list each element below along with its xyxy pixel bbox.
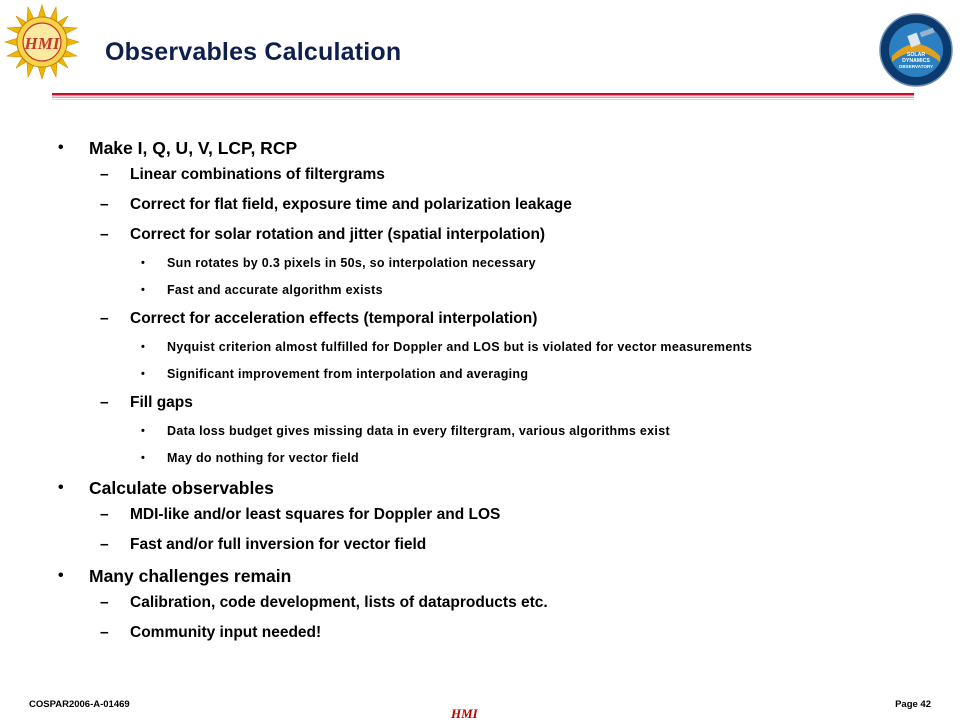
- bullet-marker: •: [141, 452, 146, 464]
- dash-marker: –: [100, 226, 109, 243]
- svg-text:DYNAMICS: DYNAMICS: [902, 58, 930, 64]
- outline-item-level-3: [58, 445, 938, 472]
- outline-item-text: Fill gaps: [130, 394, 193, 411]
- outline-item-text: Correct for solar rotation and jitter (spatial interpolation): [130, 226, 546, 243]
- dash-marker: –: [100, 506, 109, 523]
- bullet-marker: •: [58, 139, 64, 156]
- outline-item-level-2: [58, 220, 938, 250]
- dash-marker: –: [100, 536, 109, 553]
- dash-marker: –: [100, 624, 109, 641]
- outline-item-text: Fast and/or full inversion for vector field: [130, 536, 427, 553]
- bullet-marker: •: [141, 425, 146, 437]
- outline-item-level-2: [58, 304, 938, 334]
- outline-item-level-3: [58, 277, 938, 304]
- outline-item-text: Data loss budget gives missing data in every filtergram, various algorithms exist: [167, 424, 670, 438]
- outline-item-level-3: [58, 250, 938, 277]
- outline-item-level-3: [58, 418, 938, 445]
- outline-item-level-1: [58, 564, 938, 588]
- dash-marker: –: [100, 166, 109, 183]
- outline-item-text: Sun rotates by 0.3 pixels in 50s, so interpolation necessary: [167, 256, 536, 270]
- bullet-marker: •: [141, 341, 146, 353]
- bullet-marker: •: [141, 368, 146, 380]
- slide-title: Observables Calculation: [105, 38, 402, 66]
- title-underline: [52, 88, 914, 96]
- bullet-marker: •: [58, 479, 64, 496]
- outline-item-level-2: [58, 160, 938, 190]
- svg-text:SOLAR: SOLAR: [906, 52, 926, 58]
- footer-reference: COSPAR2006-A-01469: [29, 699, 130, 710]
- outline-item-level-1: [58, 476, 938, 500]
- outline-item-level-2: [58, 190, 938, 220]
- outline-item-text: Correct for acceleration effects (temporal interpolation): [130, 310, 538, 327]
- bullet-marker: •: [58, 567, 64, 584]
- dash-marker: –: [100, 310, 109, 327]
- outline-item-text: Make I, Q, U, V, LCP, RCP: [89, 138, 298, 158]
- outline-item-text: Many challenges remain: [89, 566, 292, 586]
- outline-item-text: May do nothing for vector field: [167, 451, 359, 465]
- outline-item-text: Nyquist criterion almost fulfilled for Doppler and LOS but is violated for vector measurements: [167, 340, 753, 354]
- outline-item-level-2: [58, 500, 938, 530]
- svg-text:OBSERVATORY: OBSERVATORY: [898, 64, 934, 69]
- slide-body: [58, 132, 938, 648]
- outline-item-level-2: [58, 388, 938, 418]
- outline-item-text: Linear combinations of filtergrams: [130, 166, 385, 183]
- outline-item-level-3: [58, 361, 938, 388]
- hmi-sun-logo-icon: [4, 4, 80, 80]
- dash-marker: –: [100, 594, 109, 611]
- bullet-marker: •: [141, 284, 146, 296]
- bullet-marker: •: [141, 257, 146, 269]
- dash-marker: –: [100, 196, 109, 213]
- outline-item-text: Correct for flat field, exposure time and polarization leakage: [130, 196, 572, 213]
- outline-item-level-2: [58, 618, 938, 648]
- page-number: Page 42: [895, 699, 931, 710]
- hmi-logo-text: HMI: [24, 34, 60, 53]
- outline-item-text: Community input needed!: [130, 624, 322, 641]
- outline-item-text: Calibration, code development, lists of dataproducts etc.: [130, 594, 548, 611]
- sdo-mission-logo-icon: [878, 12, 954, 88]
- outline-item-text: Fast and accurate algorithm exists: [167, 283, 383, 297]
- outline-item-level-1: [58, 136, 938, 160]
- outline-item-text: Significant improvement from interpolation and averaging: [167, 367, 529, 381]
- outline-item-level-2: [58, 530, 938, 560]
- footer-hmi-mark: HMI: [451, 706, 478, 721]
- outline-item-level-3: [58, 334, 938, 361]
- dash-marker: –: [100, 394, 109, 411]
- outline-item-text: Calculate observables: [89, 478, 274, 498]
- outline-item-level-2: [58, 588, 938, 618]
- outline-item-text: MDI-like and/or least squares for Doppler and LOS: [130, 506, 501, 523]
